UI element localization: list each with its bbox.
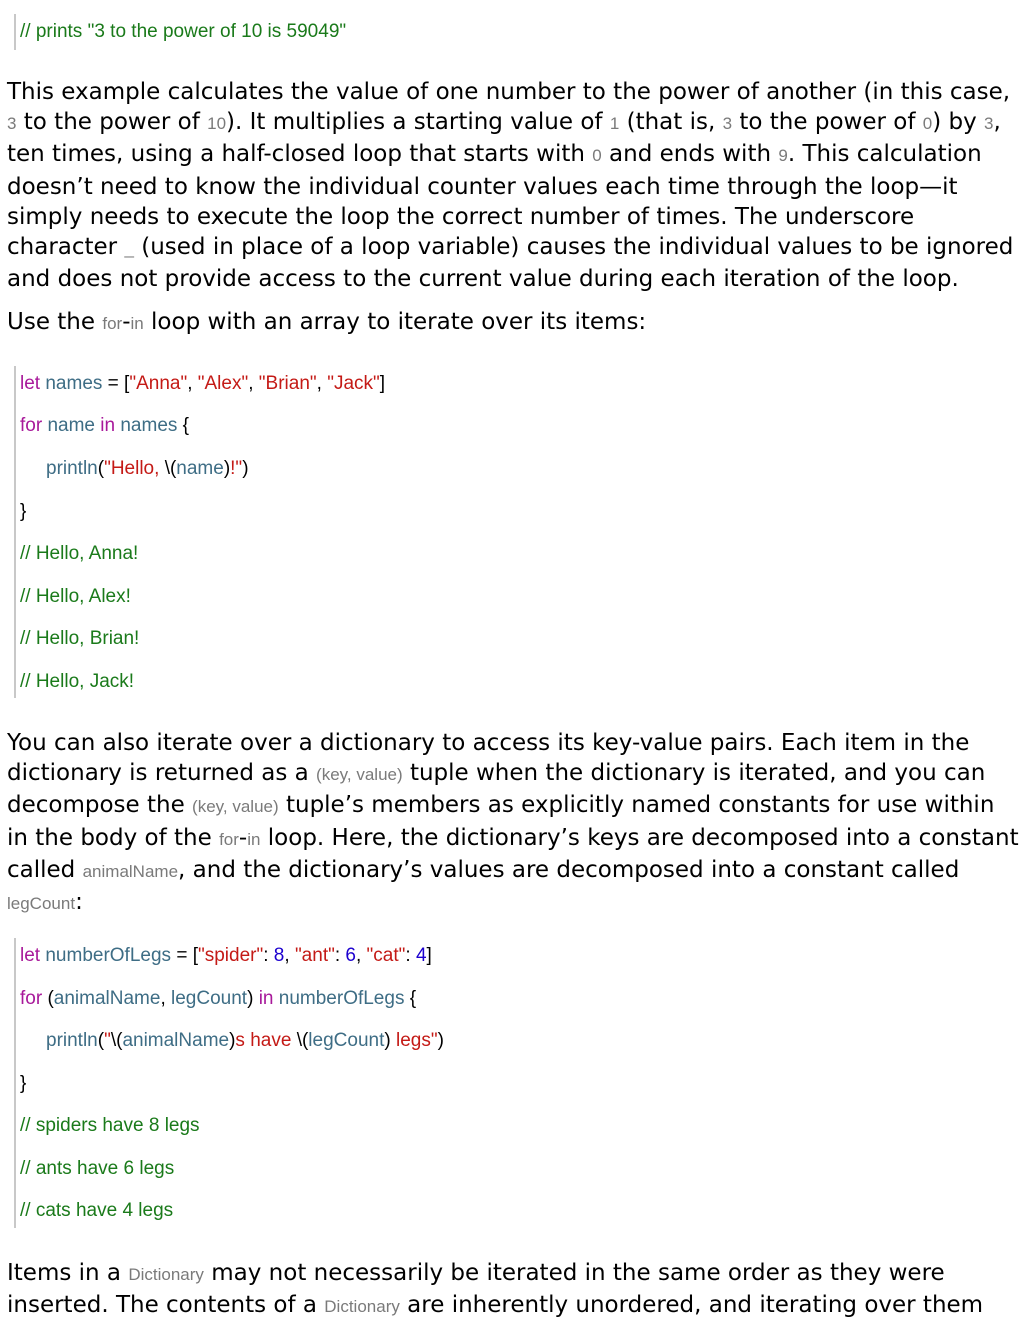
inline-code: 3	[722, 114, 733, 134]
code-comment: // ants have 6 legs	[20, 1158, 175, 1179]
paragraph-dictionary-intro: You can also iterate over a dictionary to access its key-value pairs. Each item in the dictionary is returned as a (key, value) tuple when the dictionary is iterated, and you can decompose the (key, value) tuple’s members as explicitly named constants for use within in the body of the for-in loop. Here, the dictionary’s keys are decomposed into a constant called animalName, and the dictionary’s values are decomposed into a constant called legCount:	[7, 730, 1019, 916]
inline-code: 3	[7, 114, 17, 134]
inline-code: (key, value)	[192, 797, 279, 817]
code-line: for (animalName, legCount) in numberOfLegs {	[20, 988, 417, 1009]
inline-code: Dictionary	[324, 1297, 400, 1317]
code-comment: // Hello, Brian!	[20, 628, 140, 649]
inline-code: 10	[207, 114, 227, 134]
inline-code: Dictionary	[128, 1265, 204, 1284]
code-block-power	[14, 14, 976, 50]
inline-code: animalName	[82, 861, 179, 881]
code-line: let names = ["Anna", "Alex", "Brian", "Jack"]	[20, 373, 386, 394]
code-block-array-loop	[14, 366, 976, 698]
inline-code: 3	[984, 114, 994, 134]
code-comment: // prints "3 to the power of 10 is 59049"	[20, 21, 347, 42]
code-line: for name in names {	[20, 415, 190, 436]
code-comment: // Hello, Alex!	[20, 586, 131, 607]
inline-code: (key, value)	[316, 765, 403, 785]
code-line: }	[20, 1073, 27, 1094]
inline-code: for	[219, 829, 239, 849]
paragraph-power-explanation: This example calculates the value of one number to the power of another (in this case, 3 to the power of 10). It multiplies a starting value of 1 (that is, 3 to the power of 0) by 3, ten times, using a half-closed loop that starts with 0 and ends with 9. This calculation doesn’t need to know the individual counter values each time through the loop—it simply needs to execute the loop the correct number of times. The underscore character _ (used in place of a loop variable) causes the individual values to be ignored and does not provide access to the current value during each iteration of the loop.	[7, 79, 1014, 293]
inline-code: for	[102, 314, 123, 333]
paragraph-array-intro: Use the for-in loop with an array to iterate over its items:	[7, 309, 647, 335]
code-comment: // Hello, Jack!	[20, 671, 135, 692]
inline-code: 9	[778, 146, 788, 166]
code-comment: // spiders have 8 legs	[20, 1115, 200, 1136]
inline-code: _	[124, 239, 134, 259]
inline-code: 0	[592, 146, 602, 166]
code-block-dictionary-loop	[14, 938, 976, 1228]
code-line: println("\(animalName)s have \(legCount) legs")	[46, 1030, 444, 1051]
code-line: println("Hello, \(name)!")	[46, 458, 249, 479]
inline-code: in	[247, 829, 261, 849]
code-line: }	[20, 501, 27, 522]
inline-code: in	[130, 314, 144, 333]
code-comment: // Hello, Anna!	[20, 543, 139, 564]
inline-code: legCount	[7, 894, 76, 914]
paragraph-dictionary-order: Items in a Dictionary may not necessarily be iterated in the same order as they were inserted. The contents of a Dictionary are inherently unordered, and iterating over them	[7, 1260, 984, 1319]
inline-code: 1	[609, 114, 620, 134]
code-line: let numberOfLegs = ["spider": 8, "ant": 6, "cat": 4]	[20, 945, 432, 966]
inline-code: 0	[922, 114, 933, 134]
code-comment: // cats have 4 legs	[20, 1200, 174, 1221]
